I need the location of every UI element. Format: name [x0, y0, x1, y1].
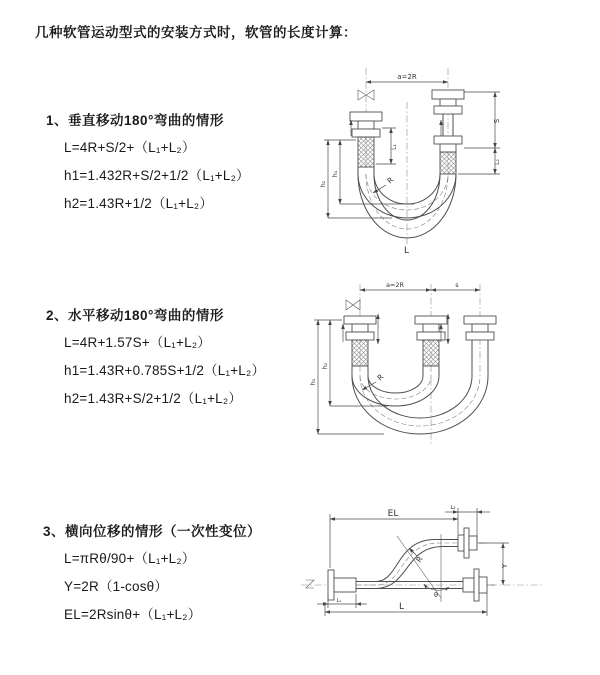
centerlines	[360, 284, 480, 444]
section-3-heading: 3、横向位移的情形（一次性变位）	[43, 524, 262, 539]
section-1-heading: 1、垂直移动180°弯曲的情形	[46, 113, 224, 128]
angle-label: θ	[434, 591, 438, 599]
dim-label-a2r: a=2R	[385, 281, 405, 289]
dim-label-s: S	[493, 118, 501, 124]
formula-line: h2=1.43R+1/2（L₁+L₂）	[64, 196, 214, 211]
formula-line: Y=2R（1-cosθ）	[64, 579, 169, 594]
dim-label-h2: h₂	[321, 362, 329, 370]
dim-label-l1: L₁	[391, 144, 398, 150]
diagram-lateral-displacement	[293, 498, 600, 648]
dimension-lines	[317, 508, 509, 616]
dim-label-a2r: a=2R	[397, 73, 417, 81]
formula-line: h1=1.43R+0.785S+1/2（L₁+L₂）	[64, 363, 266, 378]
formula-line: h1=1.432R+S/2+1/2（L₁+L₂）	[64, 168, 250, 183]
section-2-heading: 2、水平移动180°弯曲的情形	[46, 308, 224, 323]
dimension-labels	[337, 505, 509, 612]
formula-line: L=4R+S/2+（L₁+L₂）	[64, 140, 196, 155]
dim-label-l2: L₂	[494, 159, 501, 165]
formula-line: L=4R+1.57S+（L₁+L₂）	[64, 335, 211, 350]
length-label: L	[399, 602, 405, 612]
radius-label: R	[375, 372, 386, 383]
construction-lines	[397, 534, 449, 602]
dim-label-h1: h₁	[309, 378, 317, 386]
formula-line: L=πRθ/90+（L₁+L₂）	[64, 551, 196, 566]
dim-label-y: Y	[501, 563, 509, 569]
dim-label-h1: h₁	[331, 170, 339, 178]
hose-fittings	[344, 316, 496, 366]
diagram-vertical-180-bend	[296, 60, 596, 260]
dim-label-l2: L₂	[450, 505, 456, 511]
dim-label-el: EL	[387, 509, 399, 519]
diagram-horizontal-180-bend	[296, 276, 596, 468]
break-symbol	[306, 580, 314, 588]
length-label: L	[404, 246, 410, 256]
radius-label: R	[414, 554, 425, 565]
dim-label-l1: L₁	[336, 598, 342, 604]
valve-icon	[346, 300, 360, 310]
hose-body	[352, 340, 488, 434]
page-title: 几种软管运动型式的安装方式时，软管的长度计算：	[35, 25, 357, 40]
radius-label: R	[385, 175, 396, 186]
hose-fittings	[328, 528, 495, 601]
dimension-lines	[314, 290, 480, 434]
formula-line: h2=1.43R+S/2+1/2（L₁+L₂）	[64, 391, 243, 406]
dim-label-h2: h₂	[319, 180, 327, 188]
dimension-lines	[324, 82, 500, 218]
dim-label-s: s	[455, 281, 459, 289]
formula-line: EL=2Rsinθ+（L₁+L₂）	[64, 607, 202, 622]
hose-body	[356, 540, 463, 589]
